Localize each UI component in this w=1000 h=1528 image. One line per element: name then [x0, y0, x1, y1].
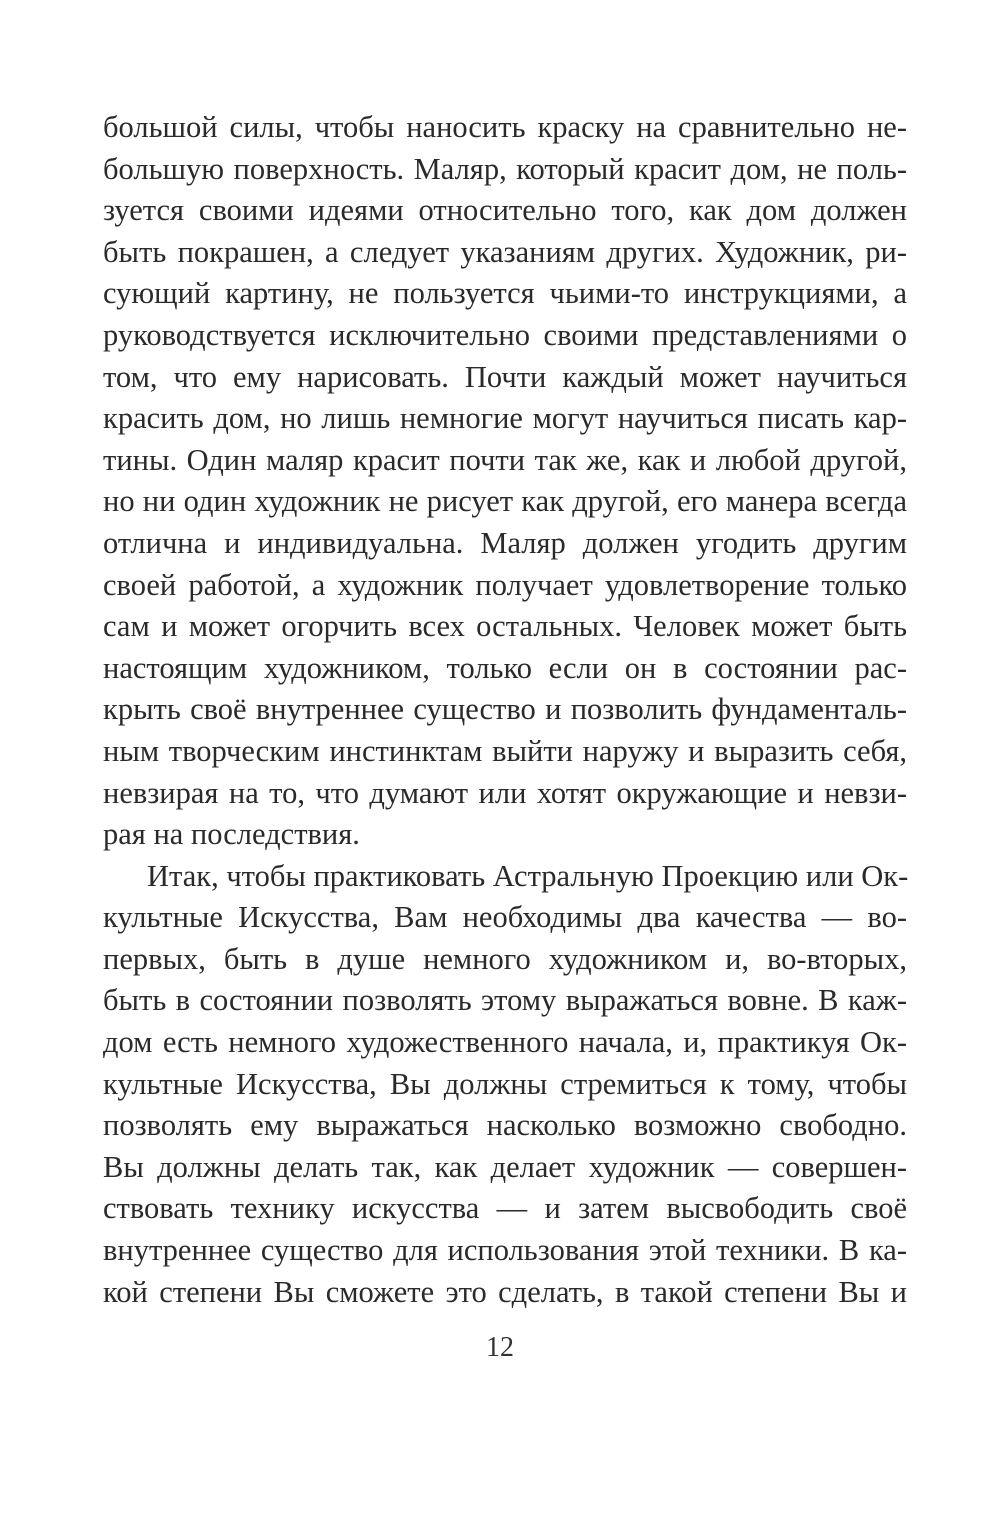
text-line: сующий картину, не пользуется чьими-то инструкциями, а	[103, 276, 907, 311]
text-line: тины. Один маляр красит почти так же, как и любой другой,	[103, 442, 907, 477]
text-line: ствовать технику искусства — и затем высвободить своё	[103, 1191, 907, 1226]
text-line: отлична и индивидуальна. Маляр должен угодить другим	[103, 525, 907, 560]
text-line: рая на последствия.	[103, 817, 360, 852]
text-line: большой силы, чтобы наносить краску на сравнительно не-	[103, 110, 907, 144]
page-number: 12	[486, 1332, 514, 1363]
text-line: большую поверхность. Маляр, который красит дом, не поль-	[103, 151, 907, 186]
text-line: внутреннее существо для использования этой техники. В ка-	[103, 1233, 907, 1268]
text-line: красить дом, но лишь немногие могут научиться писать кар-	[103, 401, 907, 436]
text-line: руководствуется исключительно своими представлениями о	[103, 317, 907, 352]
text-line: первых, быть в душе немного художником и, во-вторых,	[103, 941, 907, 976]
text-line: позволять ему выражаться насколько возможно свободно.	[103, 1108, 907, 1143]
text-line: том, что ему нарисовать. Почти каждый может научиться	[103, 359, 907, 394]
paragraph-1	[103, 107, 907, 856]
text-line: зуется своими идеями относительно того, как дом должен	[103, 193, 907, 228]
text-line: сам и может огорчить всех остальных. Человек может быть	[103, 609, 907, 644]
text-line: культные Искусства, Вы должны стремиться к тому, чтобы	[103, 1066, 907, 1101]
paragraph-2	[103, 856, 907, 1314]
text-line: но ни один художник не рисует как другой, его манера всегда	[103, 484, 907, 519]
text-line: быть покрашен, а следует указаниям других. Художник, ри-	[103, 234, 907, 269]
text-line: дом есть немного художественного начала, и, практикуя Ок-	[103, 1025, 907, 1060]
text-line: Итак, чтобы практиковать Астральную Проекцию или Ок-	[147, 858, 909, 893]
text-line: быть в состоянии позволять этому выражаться вовне. В каж-	[103, 983, 907, 1018]
text-line: настоящим художником, только если он в состоянии рас-	[103, 650, 907, 685]
text-line: своей работой, а художник получает удовлетворение только	[103, 567, 907, 602]
text-line: Вы должны делать так, как делает художник — совершен-	[103, 1149, 907, 1184]
text-line: ным творческим инстинктам выйти наружу и выразить себя,	[103, 733, 907, 768]
body-text	[103, 107, 907, 1313]
text-line: невзирая на то, что думают или хотят окружающие и невзи-	[103, 775, 907, 810]
text-line: кой степени Вы сможете это сделать, в такой степени Вы и	[103, 1274, 907, 1309]
text-line: крыть своё внутреннее существо и позволить фундаменталь-	[103, 692, 907, 727]
text-line: культные Искусства, Вам необходимы два качества — во-	[103, 900, 907, 935]
